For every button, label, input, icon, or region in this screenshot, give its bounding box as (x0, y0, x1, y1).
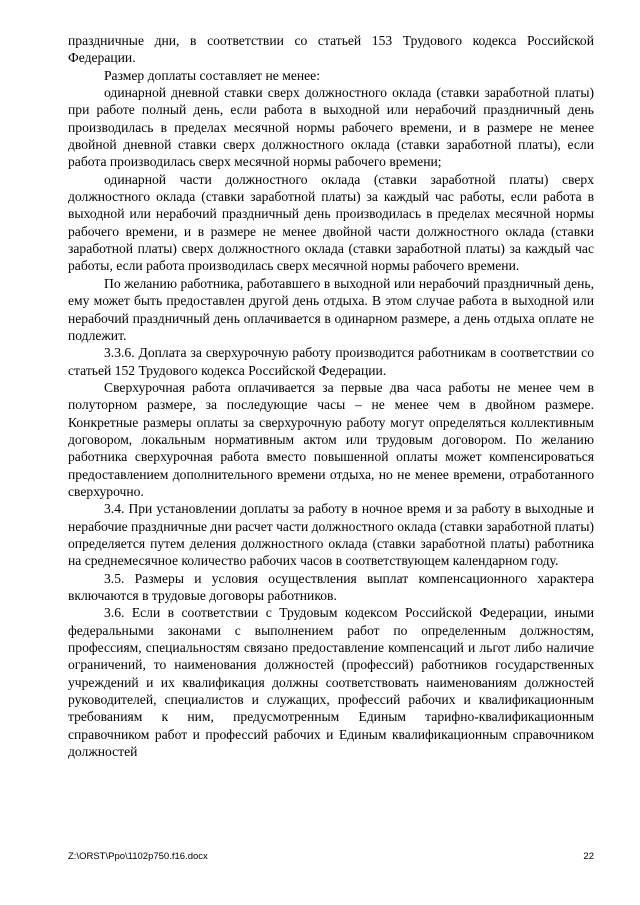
paragraph-overtime: Сверхурочная работа оплачивается за первые два часа работы не менее чем в полуторном размере, за последующие часы – не менее чем в двойном размере. Конкретные размеры оплаты за сверхурочную работу могут определяться коллективным договором, локальным нормативным актом или трудовым договором. По желанию работника сверхурочная работа вместо повышенной оплаты может компенсироваться предоставлением дополнительного времени отдыха, но не менее времени, отработанного сверхурочно. (68, 379, 594, 499)
paragraph-daily-rate: одинарной дневной ставки сверх должностного оклада (ставки заработной платы) при работе полный день, если работа в выходной или нерабочий праздничный день производилась в пределах месячной нормы рабочего времени, и в размере не менее двойной дневной ставки сверх должностного оклада (ставки заработной платы), если работа производилась сверх месячной нормы рабочего времени; (68, 85, 594, 170)
paragraph-3-4: 3.4. При установлении доплаты за работу в ночное время и за работу в выходные и нерабочие праздничные дни расчет части должностного оклада (ставки заработной платы) определяется путем деления должностного оклада (ставки заработной платы) работника на среднемесячное количество рабочих часов в соответствующем календарном году. (68, 501, 594, 569)
paragraph-surcharge-amount: Размер доплаты составляет не менее: (104, 67, 320, 83)
document-body (68, 32, 594, 760)
paragraph-day-off: По желанию работника, работавшего в выходной или нерабочий праздничный день, ему может быть предоставлен другой день отдыха. В этом случае работа в выходной или нерабочий праздничный день оплачивается в одинарном размере, а день отдыха оплате не подлежит. (68, 275, 594, 343)
paragraph-hourly-rate: одинарной части должностного оклада (ставки заработной платы) сверх должностного оклада (ставки заработной платы) за каждый час работы, если работа в выходной или нерабочий праздничный день производилась в пределах месячной нормы рабочего времени, и в размере не менее двойной части должностного оклада (ставки заработной платы) сверх должностного оклада (ставки заработной платы) за каждый час работы, если работа производилась сверх месячной нормы рабочего времени. (68, 171, 594, 274)
paragraph-3-6: 3.6. Если в соответствии с Трудовым кодексом Российской Федерации, иными федеральными законами с выполнением работ по определенным должностям, профессиям, специальностям связано предоставление компенсаций и льгот либо наличие ограничений, то наименования должностей (профессий) работников государственных учреждений и их квалификация должны соответствовать наименованиям должностей руководителей, специалистов и служащих, профессий рабочих и квалификационным требованиям к ним, предусмотренным Единым тарифно-квалификационным справочником работ и профессий рабочих и Единым квалификационным справочником должностей (68, 605, 594, 760)
paragraph-continuation: праздничные дни, в соответствии со статьей 153 Трудового кодекса Российской Федерации. (68, 33, 594, 66)
paragraph-3-5: 3.5. Размеры и условия осуществления выплат компенсационного характера включаются в трудовые договоры работников. (68, 570, 594, 603)
page-number: 22 (583, 851, 594, 862)
paragraph-3-3-6: 3.3.6. Доплата за сверхурочную работу производится работникам в соответствии со статьей 152 Трудового кодекса Российской Федерации. (68, 345, 594, 378)
footer-file-path: Z:\ORST\Ppo\1102p750.f16.docx (68, 851, 208, 862)
